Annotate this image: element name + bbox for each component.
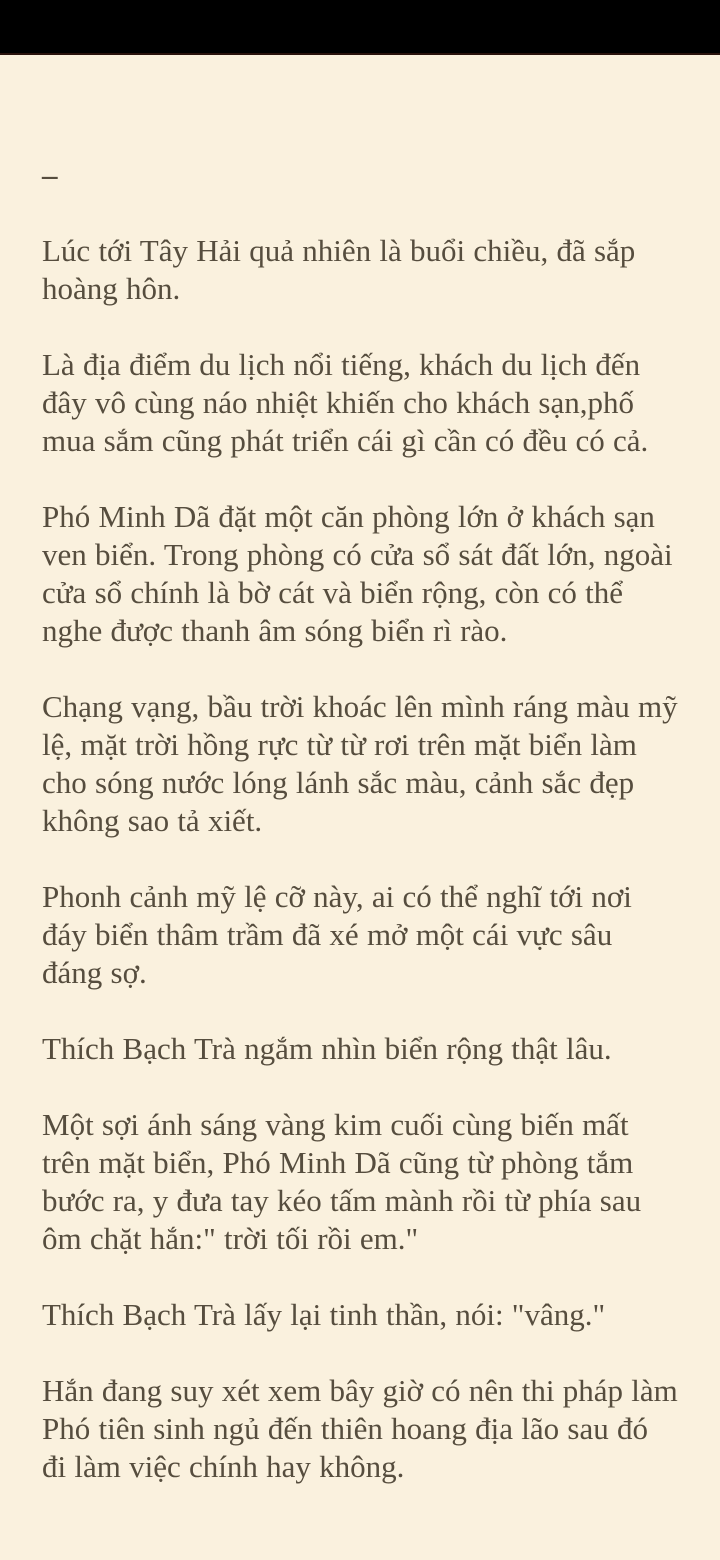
- paragraph: Lúc tới Tây Hải quả nhiên là buổi chiều, đã sắp hoàng hôn.: [42, 233, 636, 306]
- paragraph: Hắn đang suy xét xem bây giờ có nên thi pháp làm Phó tiên sinh ngủ đến thiên hoang địa lão sau đó đi làm việc chính hay không.: [42, 1373, 678, 1484]
- paragraph: Một sợi ánh sáng vàng kim cuối cùng biến mất trên mặt biển, Phó Minh Dã cũng từ phòng tắm bước ra, y đưa tay kéo tấm mành rồi từ phía sau ôm chặt hắn:" trời tối rồi em.": [42, 1107, 642, 1256]
- status-bar: [0, 0, 720, 55]
- reader-page[interactable]: [0, 55, 720, 1486]
- paragraph: Phó Minh Dã đặt một căn phòng lớn ở khách sạn ven biển. Trong phòng có cửa sổ sát đất lớn, ngoài cửa sổ chính là bờ cát và biển rộng, còn có thể nghe được thanh âm sóng biển rì rào.: [42, 499, 673, 648]
- paragraph: Thích Bạch Trà lấy lại tinh thần, nói: "vâng.": [42, 1297, 606, 1332]
- paragraph: Chạng vạng, bầu trời khoác lên mình ráng màu mỹ lệ, mặt trời hồng rực từ từ rơi trên mặt biển làm cho sóng nước lóng lánh sắc màu, cảnh sắc đẹp không sao tả xiết.: [42, 689, 678, 838]
- section-marker: –: [42, 157, 58, 192]
- paragraph: Thích Bạch Trà ngắm nhìn biển rộng thật lâu.: [42, 1031, 612, 1066]
- paragraph: Phonh cảnh mỹ lệ cỡ này, ai có thể nghĩ tới nơi đáy biển thâm trầm đã xé mở một cái vực sâu đáng sợ.: [42, 879, 632, 990]
- paragraph: Là địa điểm du lịch nổi tiếng, khách du lịch đến đây vô cùng náo nhiệt khiến cho khách sạn,phố mua sắm cũng phát triển cái gì cần có đều có cả.: [42, 347, 649, 458]
